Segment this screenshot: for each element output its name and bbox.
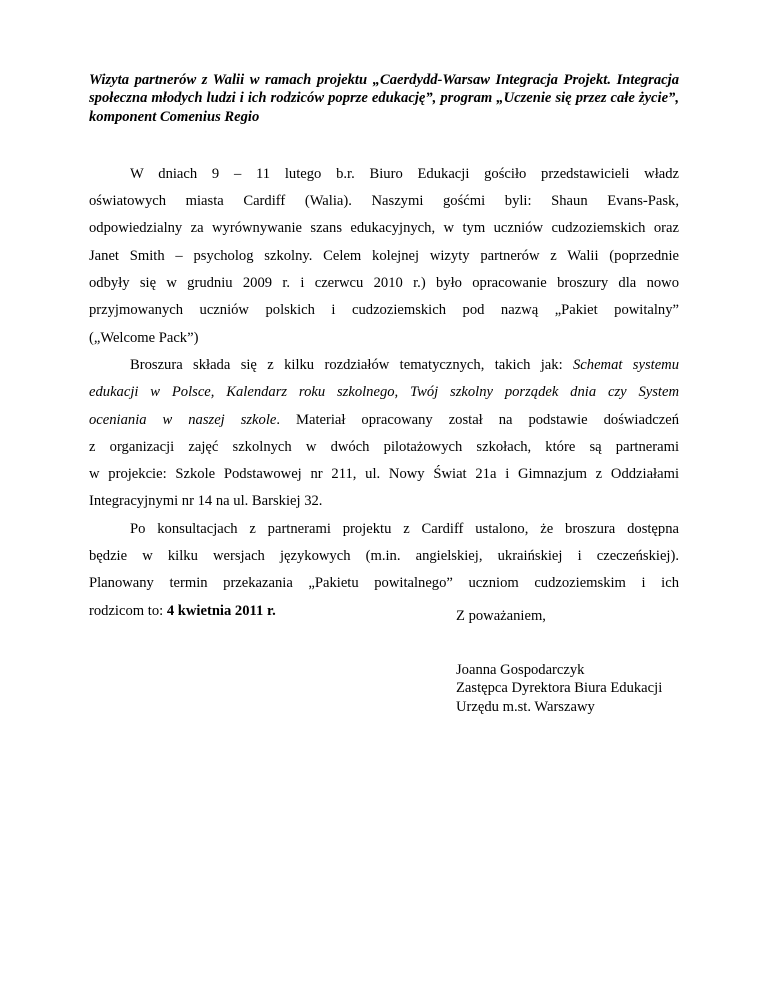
document-page bbox=[89, 71, 680, 715]
paragraph-1-line: Janet Smith – psycholog szkolny. Celem kolejnej wizyty partnerów z Walii (poprzednie bbox=[89, 247, 679, 264]
signature-block bbox=[456, 661, 662, 716]
paragraph-3 bbox=[89, 516, 679, 625]
paragraph-2-italic-text: oceniania w naszej szkole bbox=[89, 411, 277, 428]
paragraph-2-line: w projekcie: Szkole Podstawowej nr 211, ul. Nowy Świat 21a i Gimnazjum z Oddziałami bbox=[89, 466, 679, 483]
paragraph-2-line bbox=[89, 407, 679, 434]
paragraph-1-line: odpowiedzialny za wyrównywanie szans edukacyjnych, w tym uczniów cudzoziemskich oraz bbox=[89, 220, 679, 237]
document-title: Wizyta partnerów z Walii w ramach projektu „Caerdydd-Warsaw Integracja Projekt. Integracja społeczna młodych ludzi i ich rodziców poprze edukację”, program „Uczenie się przez całe życie”, komponent Comenius Regio bbox=[89, 72, 679, 125]
paragraph-2-line bbox=[89, 379, 679, 406]
signatory-office: Urzędu m.st. Warszawy bbox=[456, 698, 595, 715]
signatory-name: Joanna Gospodarczyk bbox=[456, 662, 585, 678]
paragraph-1-line: („Welcome Pack”) bbox=[89, 329, 199, 346]
paragraph-2-text: Broszura składa się z kilku rozdziałów tematycznych, takich jak: bbox=[130, 356, 573, 373]
signatory-role: Zastępca Dyrektora Biura Edukacji bbox=[456, 680, 663, 697]
signature-greeting: Z poważaniem, bbox=[456, 608, 546, 624]
paragraph-1-line: odbyły się w grudniu 2009 r. i czerwcu 2010 r.) było opracowanie broszury dla nowo bbox=[89, 275, 679, 292]
paragraph-2-italic-text: Schemat systemu bbox=[573, 356, 680, 373]
paragraph-1-line: oświatowych miasta Cardiff (Walia). Naszymi gośćmi byli: Shaun Evans-Pask, bbox=[89, 193, 679, 210]
paragraph-2-line: Integracyjnymi nr 14 na ul. Barskiej 32. bbox=[89, 493, 323, 510]
paragraph-3-line: Planowany termin przekazania „Pakietu powitalnego” uczniom cudzoziemskim i ich bbox=[89, 575, 679, 592]
paragraph-3-text: rodzicom to: bbox=[89, 602, 167, 619]
deadline-date: 4 kwietnia 2011 r. bbox=[166, 602, 276, 619]
paragraph-2-line: z organizacji zajęć szkolnych w dwóch pilotażowych szkołach, które są partnerami bbox=[89, 438, 679, 455]
paragraph-2-italic-text: edukacji w Polsce, Kalendarz roku szkolnego, Twój szkolny porządek dnia czy System bbox=[89, 384, 679, 401]
paragraph-3-line bbox=[89, 598, 679, 625]
paragraph-2-text: . Materiał opracowany został na podstawie doświadczeń bbox=[276, 411, 679, 428]
document-body bbox=[89, 161, 679, 625]
paragraph-3-line: Po konsultacjach z partnerami projektu z Cardiff ustalono, że broszura dostępna bbox=[130, 520, 679, 537]
paragraph-1-line: W dniach 9 – 11 lutego b.r. Biuro Edukacji gościło przedstawicieli władz bbox=[130, 165, 679, 182]
paragraph-3-line: będzie w kilku wersjach językowych (m.in. angielskiej, ukraińskiej i czeczeńskiej). bbox=[89, 548, 679, 565]
paragraph-1 bbox=[89, 161, 679, 352]
paragraph-1-line: przyjmowanych uczniów polskich i cudzoziemskich pod nazwą „Pakiet powitalny” bbox=[89, 302, 679, 319]
paragraph-2 bbox=[89, 352, 679, 516]
paragraph-2-line bbox=[89, 352, 679, 379]
